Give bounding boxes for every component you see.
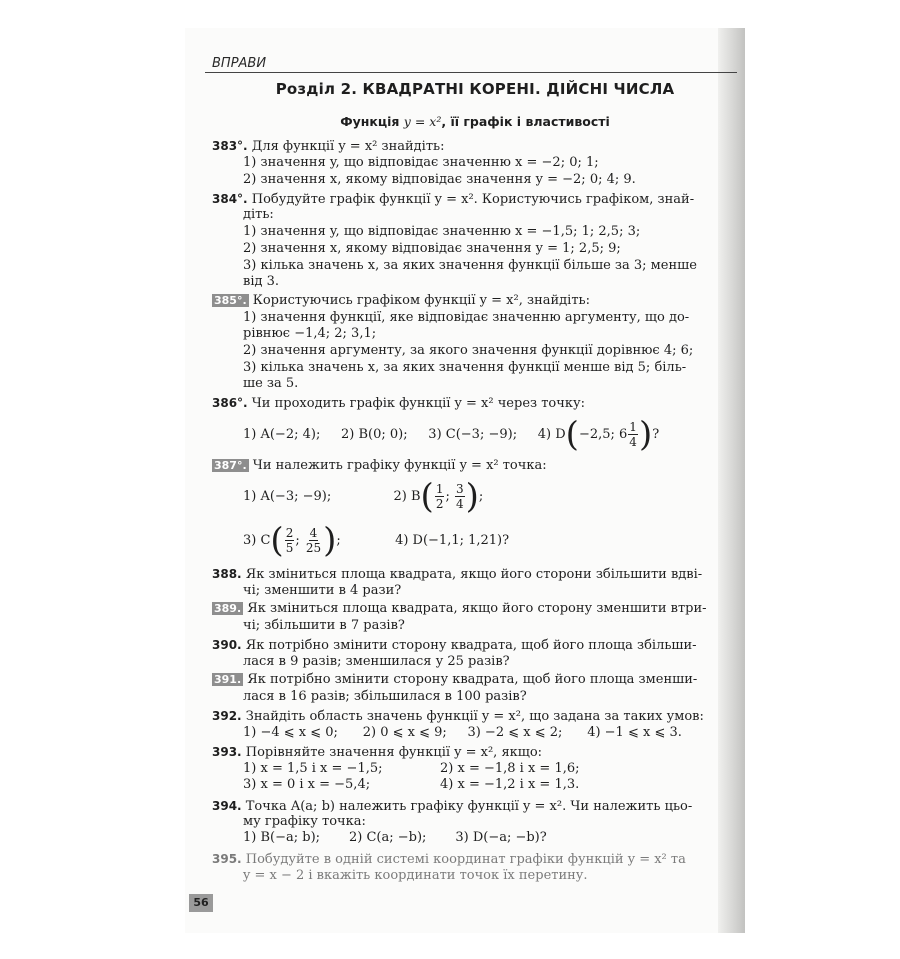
exercise-393-option-4: 4) x = −1,2 і x = 1,3. (440, 777, 580, 792)
section-title: Функція y = x², її графік і властивості (340, 114, 610, 129)
exercise-394-line-2: му графіку точка: (243, 814, 366, 829)
exercise-385-item-1-cont: рівнює −1,4; 2; 3,1; (243, 326, 377, 341)
header-rule (205, 72, 737, 73)
exercise-394-options: 1) B(−a; b); 2) C(a; −b); 3) D(−a; −b)? (243, 830, 547, 845)
exercise-395-line-2: y = x − 2 і вкажіть координати точок їх перетину. (243, 868, 588, 883)
exercise-384-item-1: 1) значення y, що відповідає значенню x = −1,5; 1; 2,5; 3; (243, 224, 641, 239)
exercise-384-item-3-cont: від 3. (243, 274, 280, 289)
page-binding-shadow (718, 28, 745, 933)
exercise-394-line-1: 394. Точка A(a; b) належить графіку функції y = x². Чи належить цьо- (212, 799, 693, 814)
exercise-393-option-3: 3) x = 0 і x = −5,4; (243, 777, 371, 792)
exercise-388-line-1: 388. Як зміниться площа квадрата, якщо його сторони збільшити вдві- (212, 567, 703, 582)
chapter-title: Розділ 2. КВАДРАТНІ КОРЕНІ. ДІЙСНІ ЧИСЛА (275, 80, 675, 98)
exercise-387-stem: 387°. Чи належить графіку функції y = x² точка: (214, 458, 547, 473)
exercise-384-stem: 384°. Побудуйте графік функції y = x². Користуючись графіком, знай- (212, 192, 695, 207)
exercise-385-item-2: 2) значення аргументу, за якого значення функції дорівнює 4; 6; (243, 343, 694, 358)
exercise-385-item-3-cont: ше за 5. (243, 376, 299, 391)
exercise-384-item-3: 3) кілька значень x, за яких значення функції більше за 3; менше (243, 258, 697, 273)
exercise-390-line-1: 390. Як потрібно змінити сторону квадрата, щоб його площа збільши- (212, 638, 697, 653)
exercise-383-item-1: 1) значення y, що відповідає значенню x = −2; 0; 1; (243, 155, 599, 170)
exercise-384-item-2: 2) значення x, якому відповідає значення y = 1; 2,5; 9; (243, 241, 621, 256)
exercise-389-line-1: 389. Як зміниться площа квадрата, якщо його сторону зменшити втри- (214, 601, 707, 616)
exercise-392-options: 1) −4 ⩽ x ⩽ 0; 2) 0 ⩽ x ⩽ 9; 3) −2 ⩽ x ⩽ 2; 4) −1 ⩽ x ⩽ 3. (243, 725, 682, 740)
exercise-390-line-2: лася в 9 разів; зменшилася у 25 разів? (243, 654, 510, 669)
page-number: 56 (189, 894, 213, 912)
exercise-391-line-2: лася в 16 разів; збільшилася в 100 разів? (243, 689, 527, 704)
exercise-387-options-row1: 1) A(−3; −9); 2) B( $\frac{1}{2}$ ; $\frac{3}{4}$ ); (243, 476, 484, 517)
exercise-392-line-1: 392. Знайдіть область значень функції y = x², що задана за таких умов: (212, 709, 704, 724)
exercise-385-item-3: 3) кілька значень x, за яких значення функції менше від 5; біль- (243, 360, 687, 375)
exercise-393-option-2: 2) x = −1,8 і x = 1,6; (440, 761, 580, 776)
exercise-386-stem: 386°. Чи проходить графік функції y = x² через точку: (212, 396, 586, 411)
exercise-384-stem-cont: діть: (243, 207, 274, 222)
exercise-389-line-2: чі; збільшити в 7 разів? (243, 618, 405, 633)
section-header-label: ВПРАВИ (212, 56, 267, 71)
exercise-386-options: 1) A(−2; 4); 2) B(0; 0); 3) C(−3; −9); 4) D(−2,5; 6 $\frac{1}{4}$ )? (243, 414, 660, 455)
exercise-387-options-row2: 3) C( $\frac{2}{5}$ ; $\frac{4}{25}$ ); 4) D(−1,1; 1,21)? (243, 520, 510, 561)
exercise-393-option-1: 1) x = 1,5 і x = −1,5; (243, 761, 383, 776)
exercise-383-stem: 383°. Для функції y = x² знайдіть: (212, 139, 445, 154)
exercise-388-line-2: чі; зменшити в 4 рази? (243, 583, 402, 598)
exercise-383-item-2: 2) значення x, якому відповідає значення y = −2; 0; 4; 9. (243, 172, 636, 187)
exercise-395-line-1: 395. Побудуйте в одній системі координат графіки функцій y = x² та (212, 852, 686, 867)
exercise-391-line-1: 391. Як потрібно змінити сторону квадрата, щоб його площа зменши- (214, 672, 698, 687)
exercise-385-stem: 385°. Користуючись графіком функції y = x², знайдіть: (214, 293, 590, 308)
exercise-393-line-1: 393. Порівняйте значення функції y = x², якщо: (212, 745, 543, 760)
exercise-385-item-1: 1) значення функції, яке відповідає значенню аргументу, що до- (243, 310, 690, 325)
